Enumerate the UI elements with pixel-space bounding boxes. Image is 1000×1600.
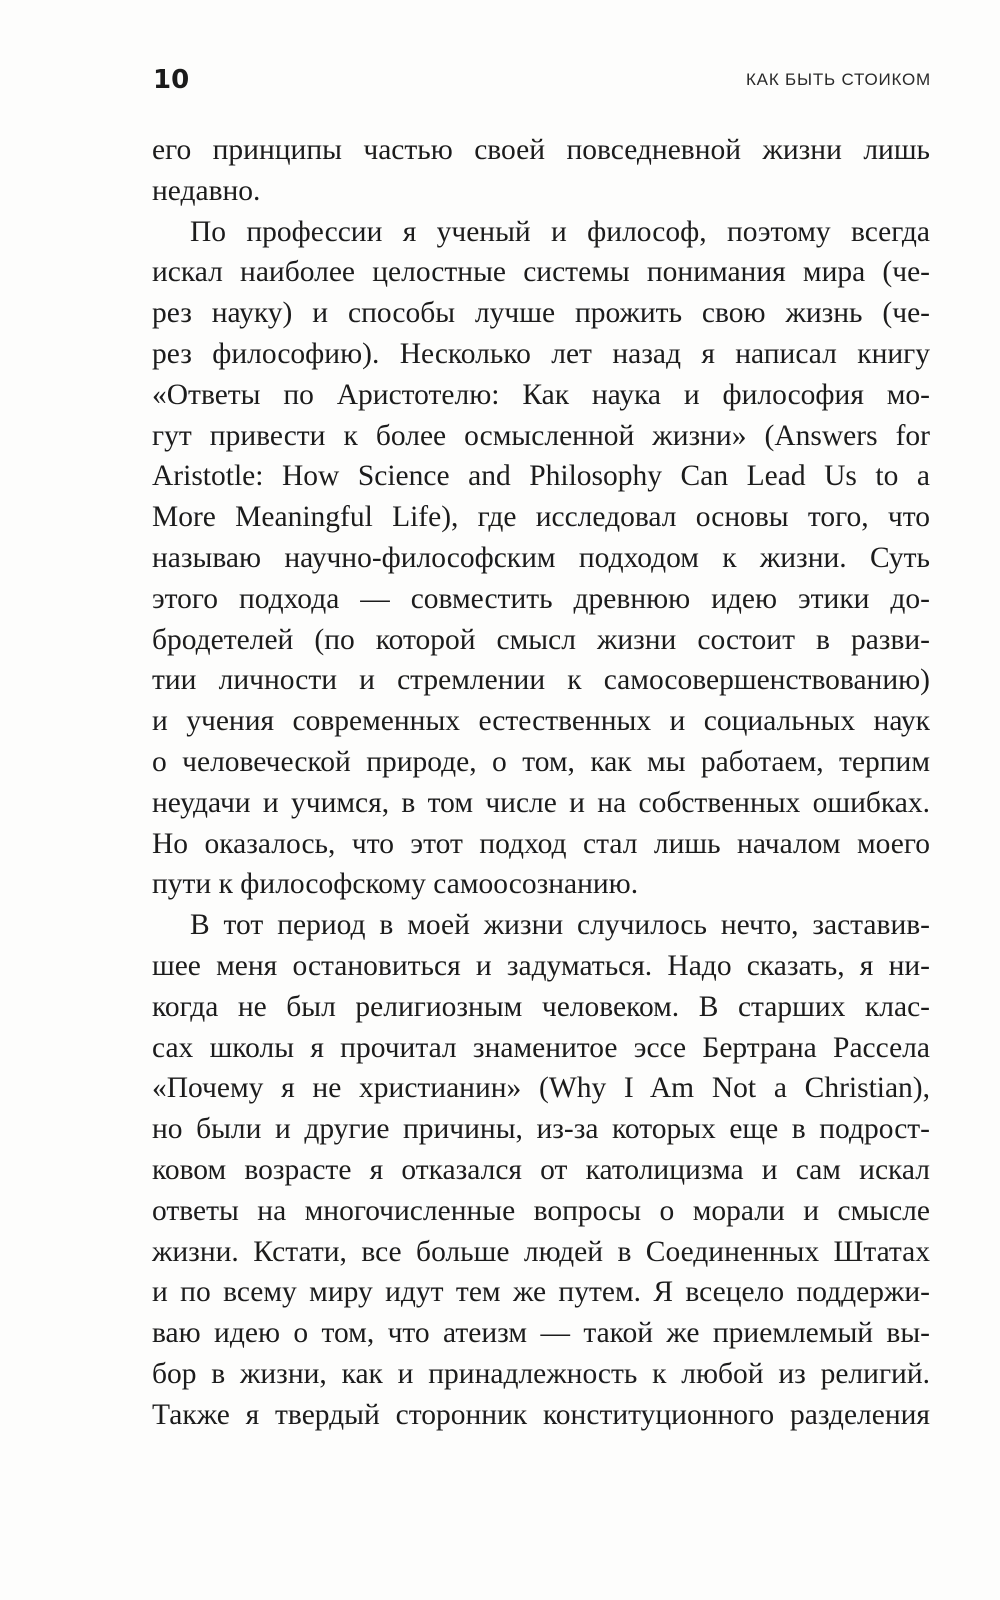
text-line: называю научно-философским подходом к жизни. Суть (152, 541, 930, 574)
body-text (152, 130, 930, 1436)
text-line: но были и другие причины, из-за которых еще в подрост- (152, 1113, 930, 1146)
text-line: гут привести к более осмысленной жизни» (Answers for (152, 419, 930, 452)
text-line: пути к философскому самоосознанию. (152, 868, 639, 901)
text-line: Aristotle: How Science and Philosophy Can Lead Us to a (152, 460, 930, 493)
text-line: рез науку) и способы лучше прожить свою жизнь (че- (152, 297, 930, 330)
text-line: искал наиболее целостные системы понимания мира (че- (152, 256, 930, 289)
text-line: когда не был религиозным человеком. В старших клас- (152, 990, 930, 1023)
text-line: В тот период в моей жизни случилось нечто, заставив- (190, 909, 930, 942)
text-line: о человеческой природе, о том, как мы работаем, терпим (152, 745, 930, 778)
text-line: Также я твердый сторонник конституционного разделения (152, 1398, 930, 1431)
text-line: недавно. (152, 174, 261, 207)
text-line: По профессии я ученый и философ, поэтому всегда (190, 215, 930, 248)
text-line: сах школы я прочитал знаменитое эссе Бертрана Рассела (152, 1031, 930, 1064)
text-line: ответы на многочисленные вопросы о морали и смысле (152, 1194, 930, 1227)
running-head-title: КАК БЫТЬ СТОИКОМ (745, 70, 931, 89)
text-line: More Meaningful Life), где исследовал основы того, что (152, 501, 930, 534)
text-line: «Ответы по Аристотелю: Как наука и философия мо- (152, 378, 930, 411)
text-line: неудачи и учимся, в том числе и на собственных ошибках. (152, 786, 930, 819)
text-line: и учения современных естественных и социальных наук (152, 705, 930, 738)
text-line: Но оказалось, что этот подход стал лишь началом моего (152, 827, 930, 860)
text-line: ваю идею о том, что атеизм — такой же приемлемый вы- (152, 1317, 930, 1350)
text-line: тии личности и стремлении к самосовершенствованию) (152, 664, 930, 697)
text-line: «Почему я не христианин» (Why I Am Not a Christian), (152, 1072, 930, 1105)
text-line: бродетелей (по которой смысл жизни состоит в разви- (152, 623, 930, 656)
text-line: жизни. Кстати, все больше людей в Соединенных Штатах (152, 1235, 930, 1268)
text-line: бор в жизни, как и принадлежность к любой из религий. (152, 1357, 930, 1390)
text-line: шее меня остановиться и задуматься. Надо сказать, я ни- (152, 949, 930, 982)
running-head (153, 64, 931, 100)
text-line: его принципы частью своей повседневной жизни лишь (152, 134, 930, 166)
page-number: 10 (153, 65, 190, 95)
text-line: этого подхода — совместить древнюю идею этики до- (152, 582, 930, 615)
text-line: и по всему миру идут тем же путем. Я всецело поддержи- (152, 1276, 930, 1309)
text-line: рез философию). Несколько лет назад я написал книгу (152, 337, 930, 370)
text-line: ковом возрасте я отказался от католицизма и сам искал (152, 1153, 930, 1186)
